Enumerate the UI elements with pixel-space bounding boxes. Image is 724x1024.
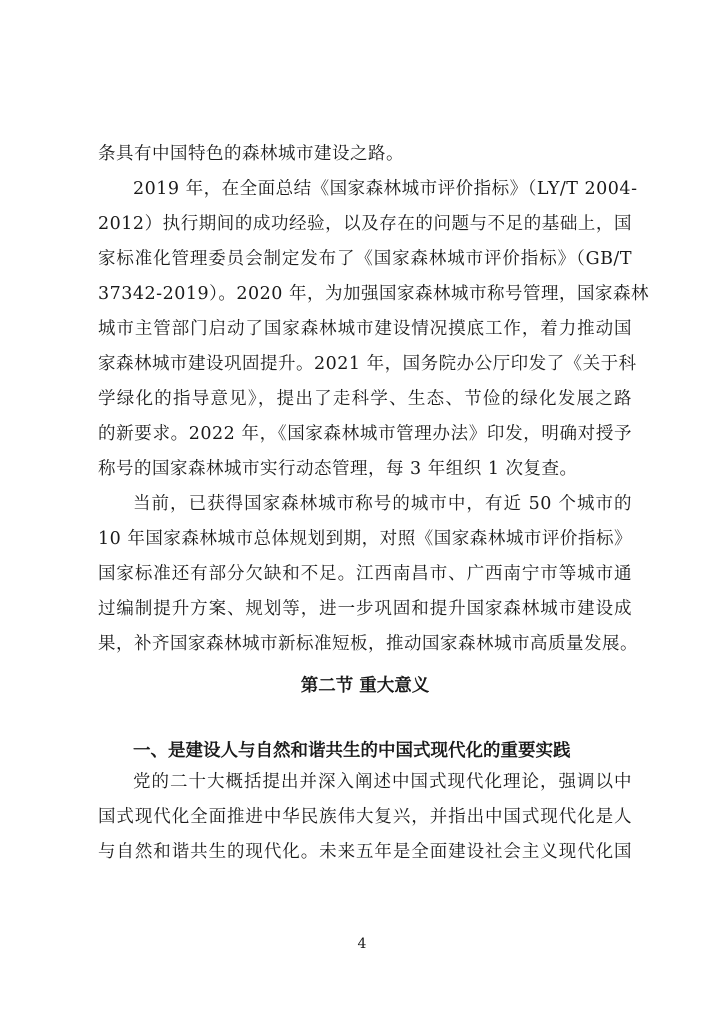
page-number: 4 [357, 936, 367, 952]
text-line: 家森林城市建设巩固提升。2021 年，国务院办公厅印发了《关于科 [98, 354, 637, 374]
text-line: 城市主管部门启动了国家森林城市建设情况摸底工作，着力推动国 [98, 319, 632, 339]
paragraph-4 [98, 765, 632, 870]
text-line: 学绿化的指导意见》，提出了走科学、生态、节俭的绿化发展之路 [98, 389, 632, 409]
text-line: 党的二十大概括提出并深入阐述中国式现代化理论，强调以中 [133, 772, 632, 792]
text-line: 当前，已获得国家森林城市称号的城市中，有近 50 个城市的 [133, 494, 632, 514]
text-line: 国家标准还有部分欠缺和不足。江西南昌市、广西南宁市等城市通 [98, 564, 632, 584]
text-line: 的新要求。2022 年，《国家森林城市管理办法》印发，明确对授予 [98, 424, 632, 444]
text-line: 2019 年，在全面总结《国家森林城市评价指标》（LY/T 2004- [133, 179, 638, 199]
text-line: 家标准化管理委员会制定发布了《国家森林城市评价指标》（GB/T [98, 249, 632, 269]
text-line: 37342-2019）。2020 年，为加强国家森林城市称号管理，国家森林 [98, 284, 649, 304]
text-line: 10 年国家森林城市总体规划到期，对照《国家森林城市评价指标》 [98, 529, 632, 549]
text-line: 条具有中国特色的森林城市建设之路。 [98, 144, 404, 164]
subsection-title: 一、是建设人与自然和谐共生的中国式现代化的重要实践 [133, 741, 571, 761]
text-line: 国式现代化全面推进中华民族伟大复兴，并指出中国式现代化是人 [98, 807, 632, 827]
text-line: 2012）执行期间的成功经验，以及存在的问题与不足的基础上，国 [98, 214, 632, 234]
paragraph-3 [98, 487, 638, 662]
text-line: 称号的国家森林城市实行动态管理，每 3 年组织 1 次复查。 [98, 459, 578, 479]
text-line: 果，补齐国家森林城市新标准短板，推动国家森林城市高质量发展。 [98, 634, 638, 654]
paragraph-2 [98, 172, 649, 487]
section-title: 第二节 重大意义 [300, 676, 430, 696]
document-page [98, 137, 649, 862]
text-line: 与自然和谐共生的现代化。未来五年是全面建设社会主义现代化国 [98, 842, 632, 862]
paragraph-1 [98, 137, 632, 172]
text-line: 过编制提升方案、规划等，进一步巩固和提升国家森林城市建设成 [98, 599, 632, 619]
